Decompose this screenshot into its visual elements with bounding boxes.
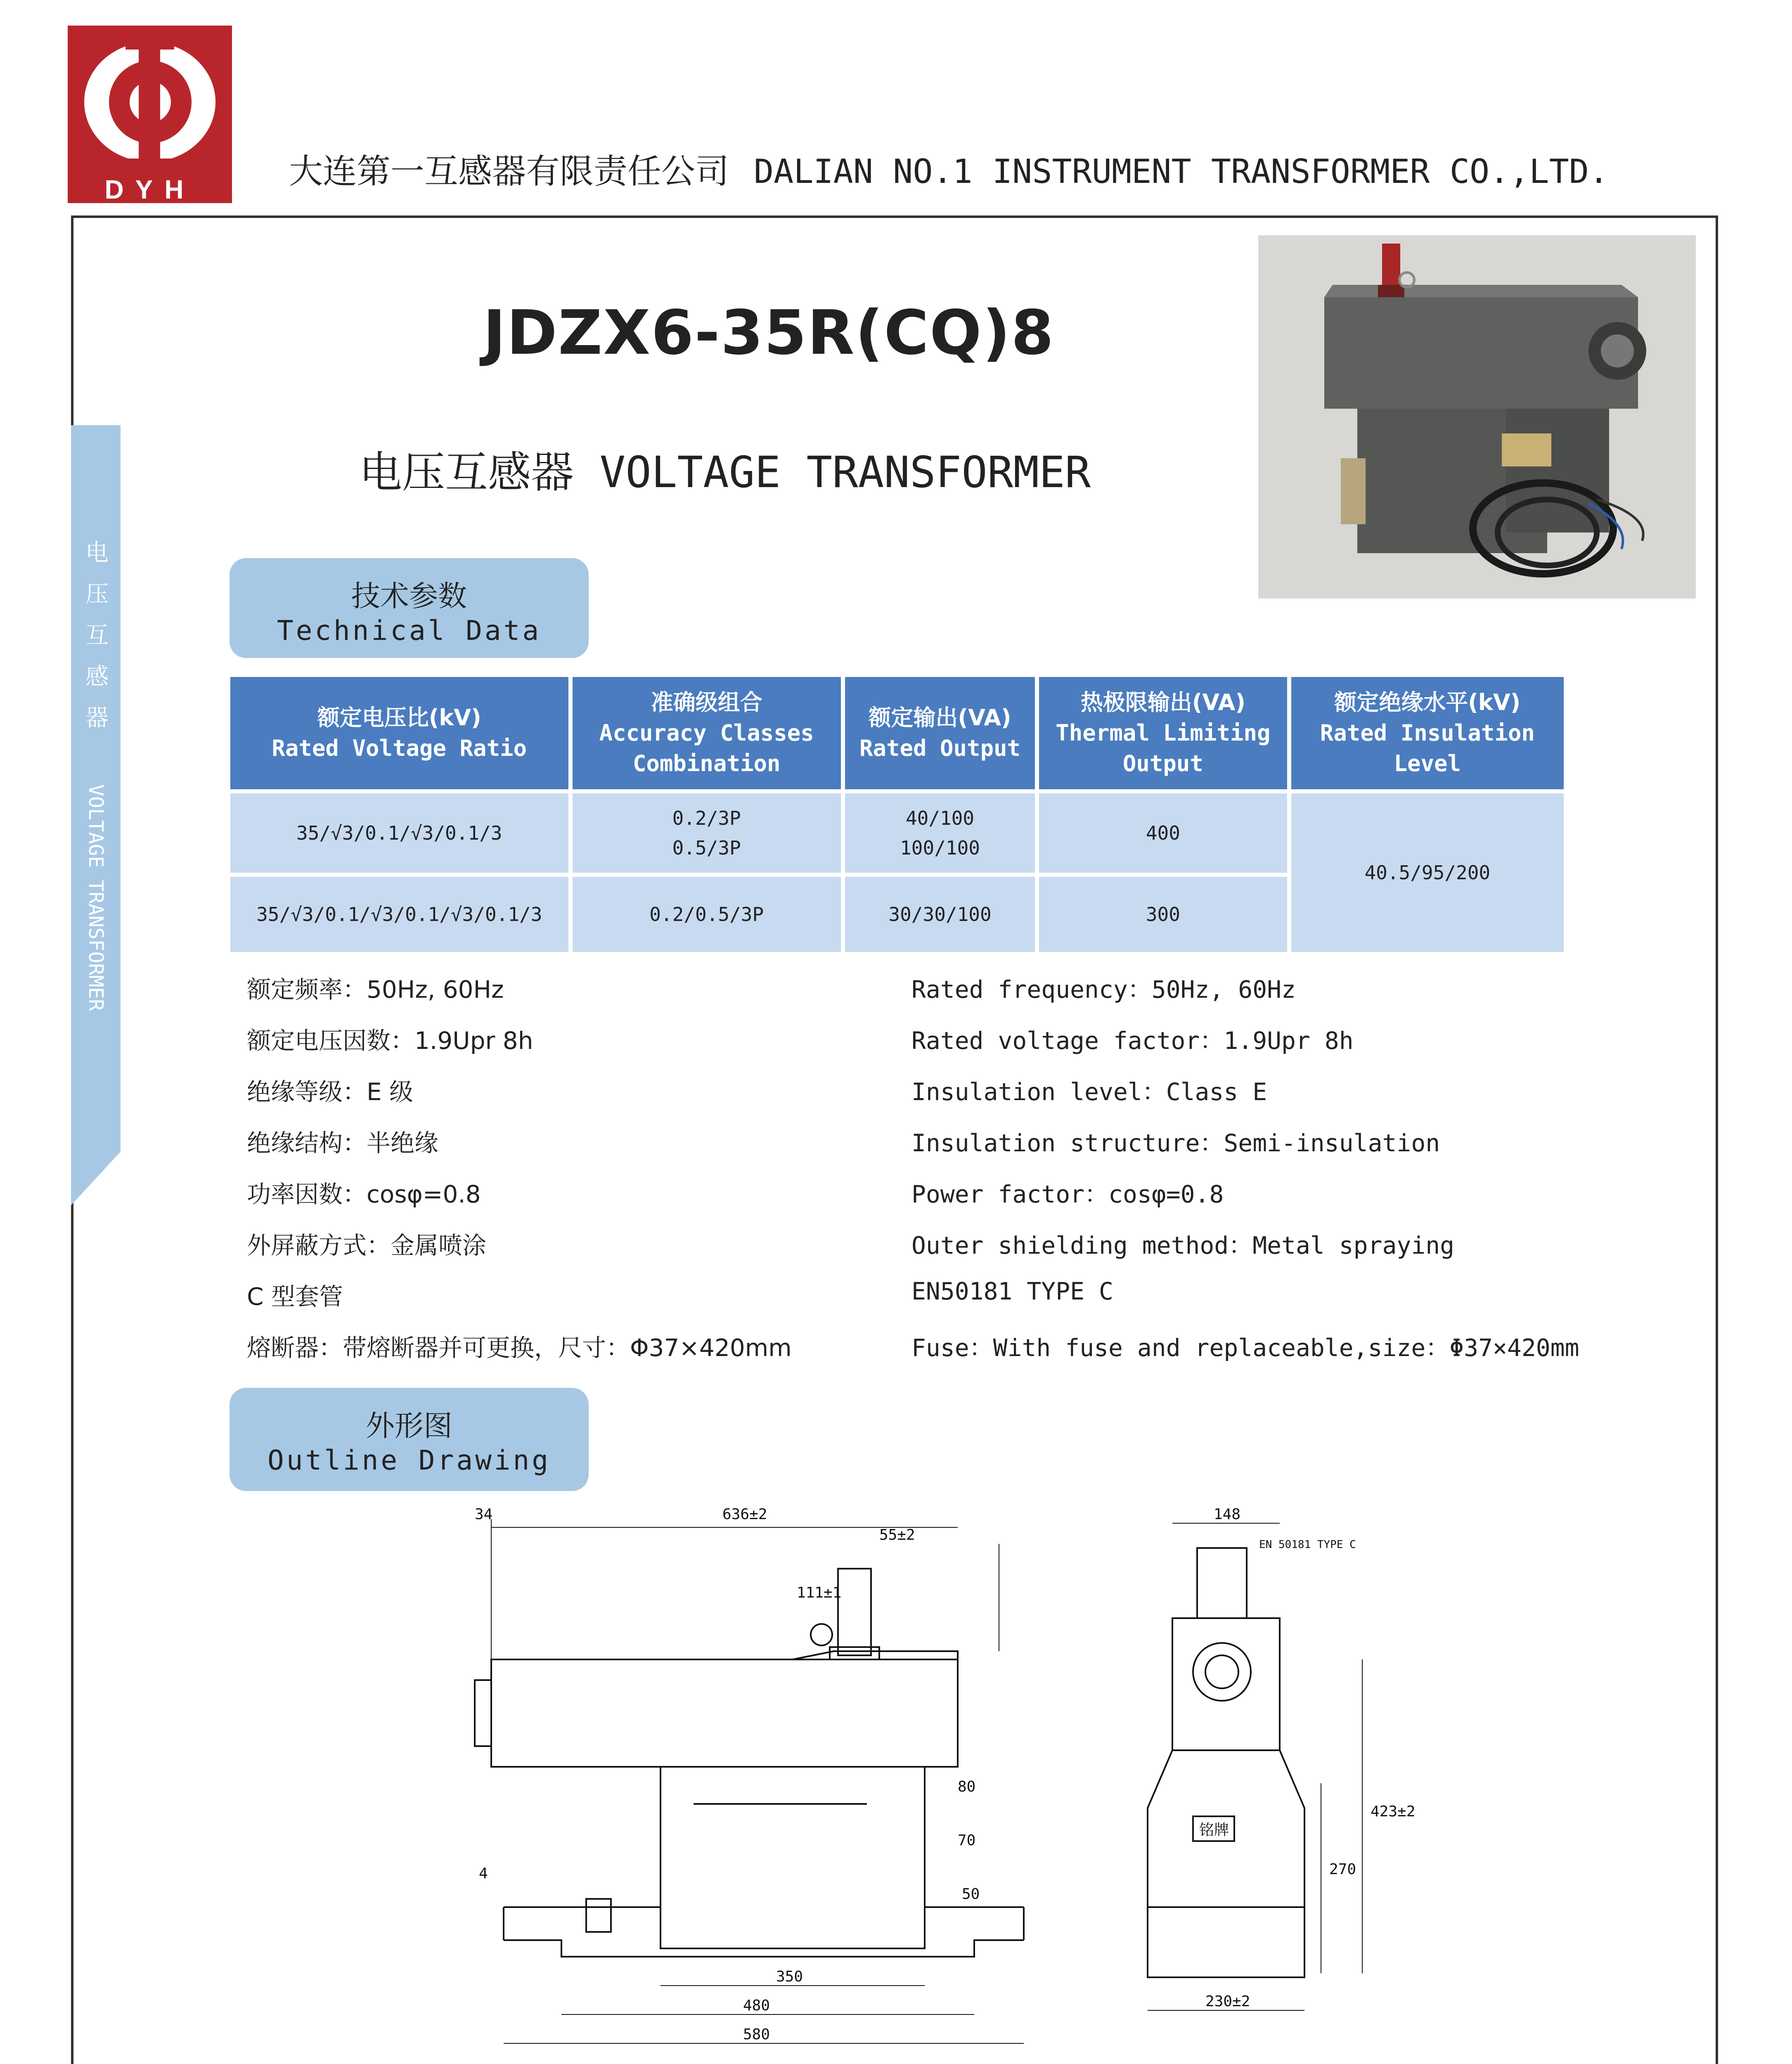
table-header-row <box>230 677 1564 789</box>
table-cell: 0.2/0.5/3P <box>573 877 841 952</box>
dimension-label: 350 <box>776 1968 803 1985</box>
company-name-en: DALIAN NO.1 INSTRUMENT TRANSFORMER CO.,LTD. <box>754 152 1609 191</box>
table-header-cell <box>230 677 568 789</box>
header-en: Rated Insulation Level <box>1320 720 1535 776</box>
side-tab-label-cn <box>83 533 111 739</box>
logo-phi-top <box>125 38 174 50</box>
header-cn: 额定绝缘水平(kV) <box>1334 689 1521 715</box>
table-header-cell <box>573 677 841 789</box>
spec-item: Rated frequency：50Hz, 60Hz <box>911 975 1296 1004</box>
spec-item: 功率因数：cosφ=0.8 <box>247 1180 481 1208</box>
spec-item: 额定频率：50Hz, 60Hz <box>247 975 504 1004</box>
header-cn: 热极限输出(VA) <box>1080 689 1246 715</box>
subtitle-en: VOLTAGE TRANSFORMER <box>599 447 1091 497</box>
side-tab-label-en: VOLTAGE TRANSFORMER <box>84 784 107 1011</box>
table-header-cell <box>845 677 1035 789</box>
dimension-label: 148 <box>1214 1506 1241 1523</box>
side-tab-char: 电 <box>85 540 109 566</box>
spec-item: 外屏蔽方式：金属喷涂 <box>247 1231 487 1259</box>
technical-data-label-en: Technical Data <box>277 615 542 646</box>
dimension-label: 111±1 <box>797 1584 842 1601</box>
dimension-label: 480 <box>743 1997 770 2014</box>
table-row <box>230 793 1564 873</box>
side-tab-char: 互 <box>85 622 109 649</box>
side-view <box>1148 1523 1362 2010</box>
company-name-cn: 大连第一互感器有限责任公司 <box>289 152 729 191</box>
table-cell: 400 <box>1039 793 1287 873</box>
table-cell: 35/√3/0.1/√3/0.1/3 <box>230 793 568 873</box>
cell-line: 40/100 <box>905 807 975 829</box>
dimension-label: 50 <box>962 1886 980 1903</box>
logo-text: DYH <box>104 175 195 204</box>
side-dimensions <box>1199 1506 1415 2010</box>
table-cell-insulation: 40.5/95/200 <box>1291 793 1564 952</box>
header-en: Thermal Limiting Output <box>1056 720 1271 776</box>
spec-item: Outer shielding method：Metal spraying <box>911 1231 1455 1259</box>
header-cn: 额定电压比(kV) <box>317 705 481 731</box>
company-name <box>289 144 1609 193</box>
product-photo <box>1258 235 1696 599</box>
outline-drawing-pill <box>230 1388 589 1491</box>
table-cell <box>845 793 1035 873</box>
spec-item: EN50181 TYPE C <box>911 1277 1113 1305</box>
spec-item: Rated voltage factor：1.9Upr 8h <box>911 1027 1354 1055</box>
product-model: JDZX6-35R(CQ)8 <box>483 297 1055 368</box>
technical-data-pill <box>230 558 589 658</box>
dimension-label: 636±2 <box>722 1506 767 1523</box>
dimension-label: 4 <box>479 1865 488 1882</box>
spec-item: 绝缘等级：E 级 <box>247 1078 414 1106</box>
technical-data-label-cn: 技术参数 <box>351 579 467 613</box>
table-header-cell <box>1039 677 1287 789</box>
logo-phi-bottom <box>125 159 174 170</box>
dimension-label: 580 <box>743 2026 770 2043</box>
table-cell: 30/30/100 <box>845 877 1035 952</box>
side-tab-char: 感 <box>85 663 109 690</box>
table-cell: 300 <box>1039 877 1287 952</box>
header-cn: 额定输出(VA) <box>869 705 1011 731</box>
table-cell <box>573 793 841 873</box>
cell-line: 0.5/3P <box>672 837 741 859</box>
table-header-cell <box>1291 677 1564 789</box>
spec-item: 熔断器：带熔断器并可更换，尺寸：Φ37×420mm <box>247 1334 792 1362</box>
spec-cn-list <box>247 970 792 1380</box>
spec-item: Power factor：cosφ=0.8 <box>911 1180 1224 1208</box>
technical-data-table <box>226 677 1568 952</box>
front-view <box>475 1519 1024 2043</box>
front-dimensions <box>475 1506 980 2043</box>
dimension-label: 423±2 <box>1371 1803 1416 1820</box>
dimension-label: 80 <box>958 1778 976 1795</box>
table-cell: 35/√3/0.1/√3/0.1/√3/0.1/3 <box>230 877 568 952</box>
dimension-label: 34 <box>475 1506 493 1523</box>
subtitle-cn: 电压互感器 <box>359 447 574 497</box>
dimension-label: 270 <box>1329 1861 1356 1878</box>
side-tab-char: 压 <box>85 581 109 608</box>
header-cn: 准确级组合 <box>651 689 762 715</box>
dimension-label: 铭牌 <box>1199 1822 1229 1839</box>
dimension-label: 70 <box>958 1832 976 1849</box>
spec-item: C 型套管 <box>247 1283 343 1311</box>
cell-line: 100/100 <box>900 837 980 859</box>
spec-item: Fuse：With fuse and replaceable,size：Φ37×420mm <box>911 1334 1579 1362</box>
outline-drawing <box>372 1494 1445 2064</box>
outline-label-cn: 外形图 <box>366 1409 452 1443</box>
spec-item: 额定电压因数：1.9Upr 8h <box>247 1027 533 1055</box>
side-tab-char: 器 <box>85 705 109 731</box>
header-en: Rated Voltage Ratio <box>272 735 527 761</box>
outline-label-en: Outline Drawing <box>267 1444 551 1476</box>
spec-item: Insulation structure：Semi-insulation <box>911 1129 1440 1157</box>
product-subtitle <box>359 438 1091 499</box>
cell-line: 0.2/3P <box>672 807 741 829</box>
dimension-label: 55±2 <box>879 1527 915 1543</box>
company-logo <box>68 26 232 203</box>
spec-item: Insulation level：Class E <box>911 1078 1267 1106</box>
logo-phi-stem <box>139 38 160 170</box>
table-spacer <box>230 789 1564 793</box>
dimension-label: EN 50181 TYPE C <box>1259 1539 1356 1551</box>
header-en: Rated Output <box>859 735 1021 761</box>
spec-en-list <box>911 970 1579 1380</box>
spec-item: 绝缘结构：半绝缘 <box>247 1129 439 1157</box>
dimension-label: 230±2 <box>1205 1993 1250 2010</box>
header-en: Accuracy Classes Combination <box>599 720 814 776</box>
